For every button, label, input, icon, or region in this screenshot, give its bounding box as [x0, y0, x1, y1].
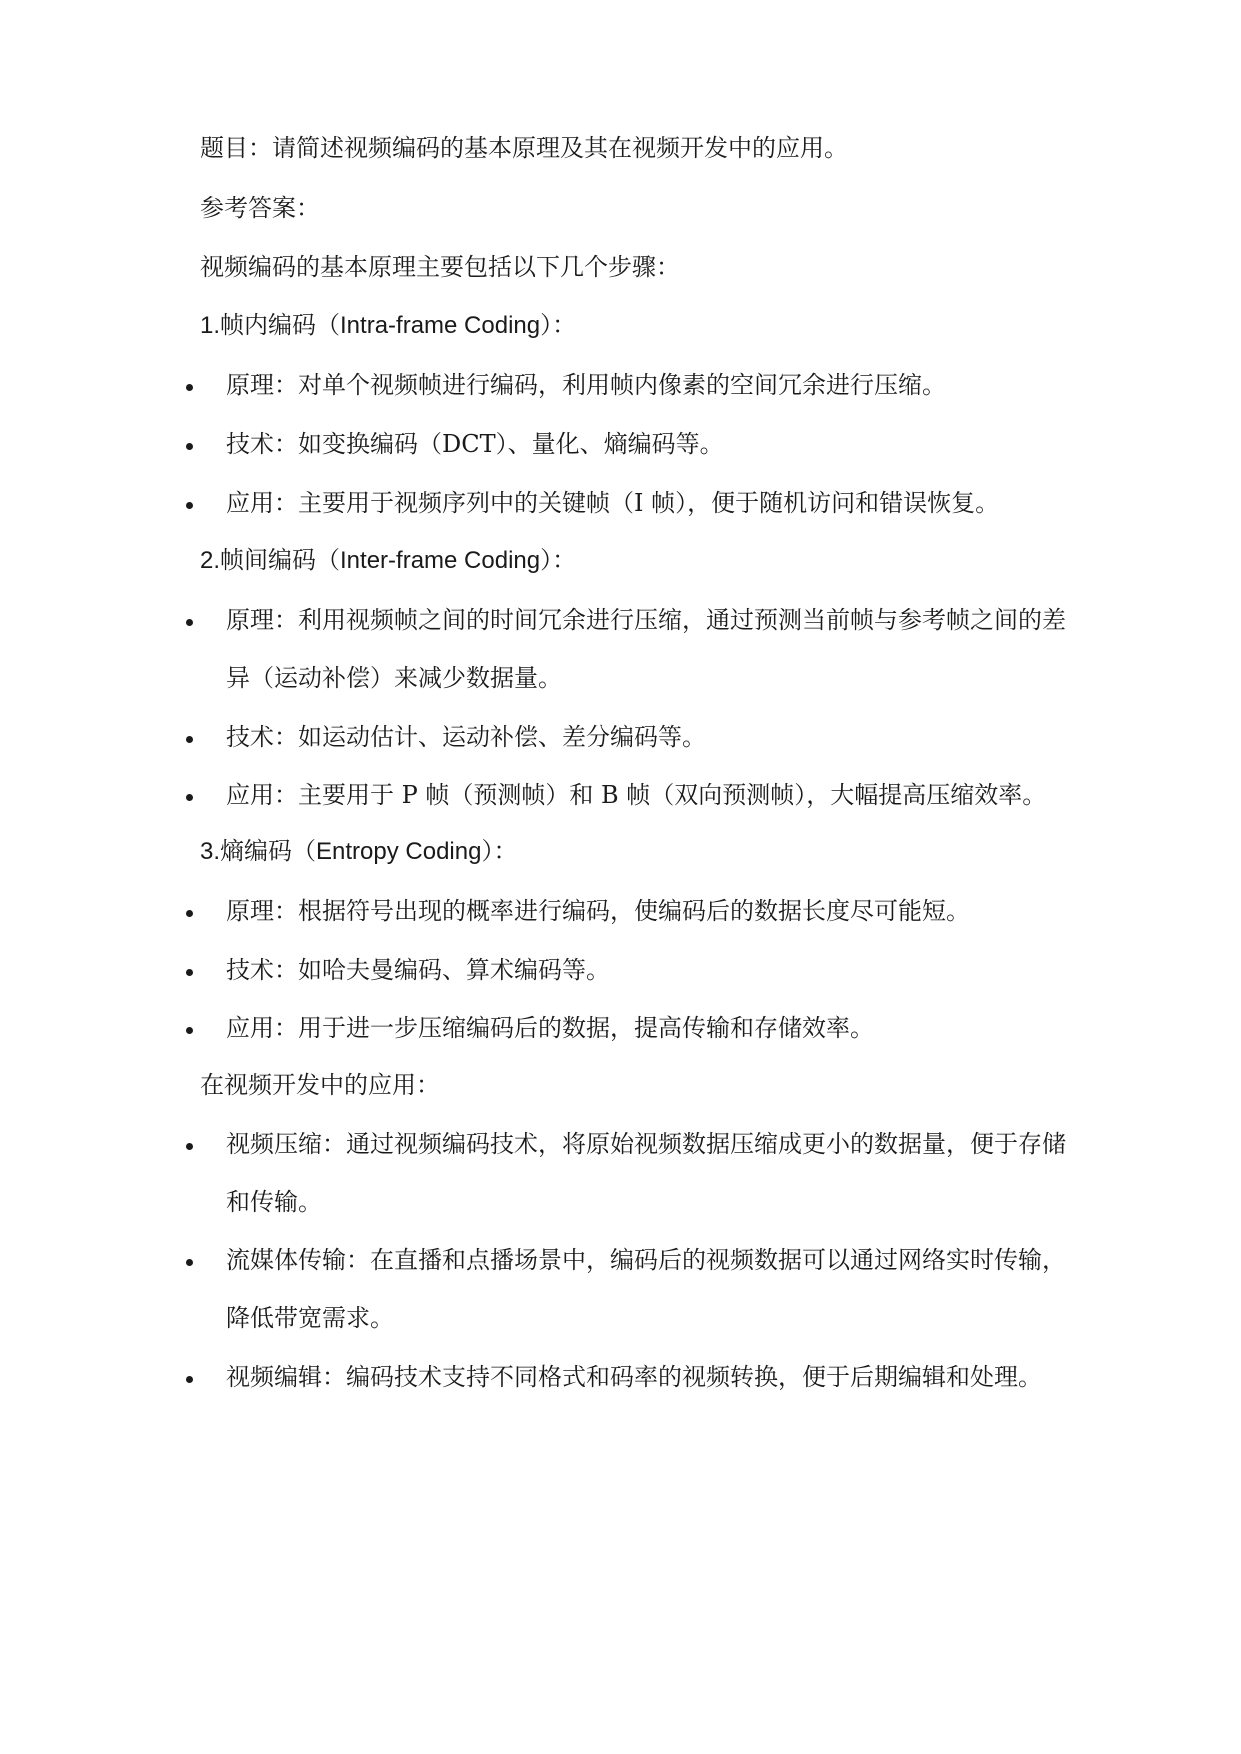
section-heading-entropy: 3.熵编码（Entropy Coding）： — [200, 838, 518, 865]
list-item: 技术：如哈夫曼编码、算术编码等。 — [226, 956, 610, 984]
list-item: 原理：对单个视频帧进行编码，利用帧内像素的空间冗余进行压缩。 — [226, 371, 946, 399]
answer-label: 参考答案： — [200, 194, 320, 222]
bullet-dot — [186, 969, 193, 976]
bullet-dot — [186, 1259, 193, 1266]
list-item: 视频编辑：编码技术支持不同格式和码率的视频转换，便于后期编辑和处理。 — [226, 1363, 1042, 1391]
question-text: 题目：请简述视频编码的基本原理及其在视频开发中的应用。 — [200, 134, 848, 162]
list-item-continuation: 降低带宽需求。 — [226, 1304, 394, 1332]
bullet-dot — [186, 1143, 193, 1150]
bullet-dot — [186, 443, 193, 450]
list-item: 应用：主要用于视频序列中的关键帧（I 帧），便于随机访问和错误恢复。 — [226, 489, 1000, 517]
list-item: 原理：利用视频帧之间的时间冗余进行压缩，通过预测当前帧与参考帧之间的差 — [226, 606, 1066, 634]
bullet-dot — [186, 502, 193, 509]
list-item: 应用：用于进一步压缩编码后的数据，提高传输和存储效率。 — [226, 1014, 874, 1042]
bullet-dot — [186, 1027, 193, 1034]
list-item: 视频压缩：通过视频编码技术，将原始视频数据压缩成更小的数据量，便于存储 — [226, 1130, 1066, 1158]
bullet-dot — [186, 1376, 193, 1383]
list-item-continuation: 和传输。 — [226, 1188, 322, 1216]
list-item: 原理：根据符号出现的概率进行编码，使编码后的数据长度尽可能短。 — [226, 897, 970, 925]
bullet-dot — [186, 736, 193, 743]
list-item: 流媒体传输：在直播和点播场景中，编码后的视频数据可以通过网络实时传输， — [226, 1246, 1066, 1274]
applications-heading: 在视频开发中的应用： — [200, 1071, 440, 1099]
list-item: 技术：如运动估计、运动补偿、差分编码等。 — [226, 723, 706, 751]
list-item: 应用：主要用于 P 帧（预测帧）和 B 帧（双向预测帧），大幅提高压缩效率。 — [226, 781, 1047, 809]
bullet-dot — [186, 794, 193, 801]
bullet-dot — [186, 619, 193, 626]
list-item-continuation: 异（运动补偿）来减少数据量。 — [226, 664, 562, 692]
intro-text: 视频编码的基本原理主要包括以下几个步骤： — [200, 253, 680, 281]
section-heading-inter: 2.帧间编码（Inter-frame Coding）： — [200, 547, 577, 574]
list-item: 技术：如变换编码（DCT）、量化、熵编码等。 — [226, 430, 724, 458]
bullet-dot — [186, 910, 193, 917]
bullet-dot — [186, 384, 193, 391]
section-heading-intra: 1.帧内编码（Intra-frame Coding）： — [200, 312, 577, 339]
